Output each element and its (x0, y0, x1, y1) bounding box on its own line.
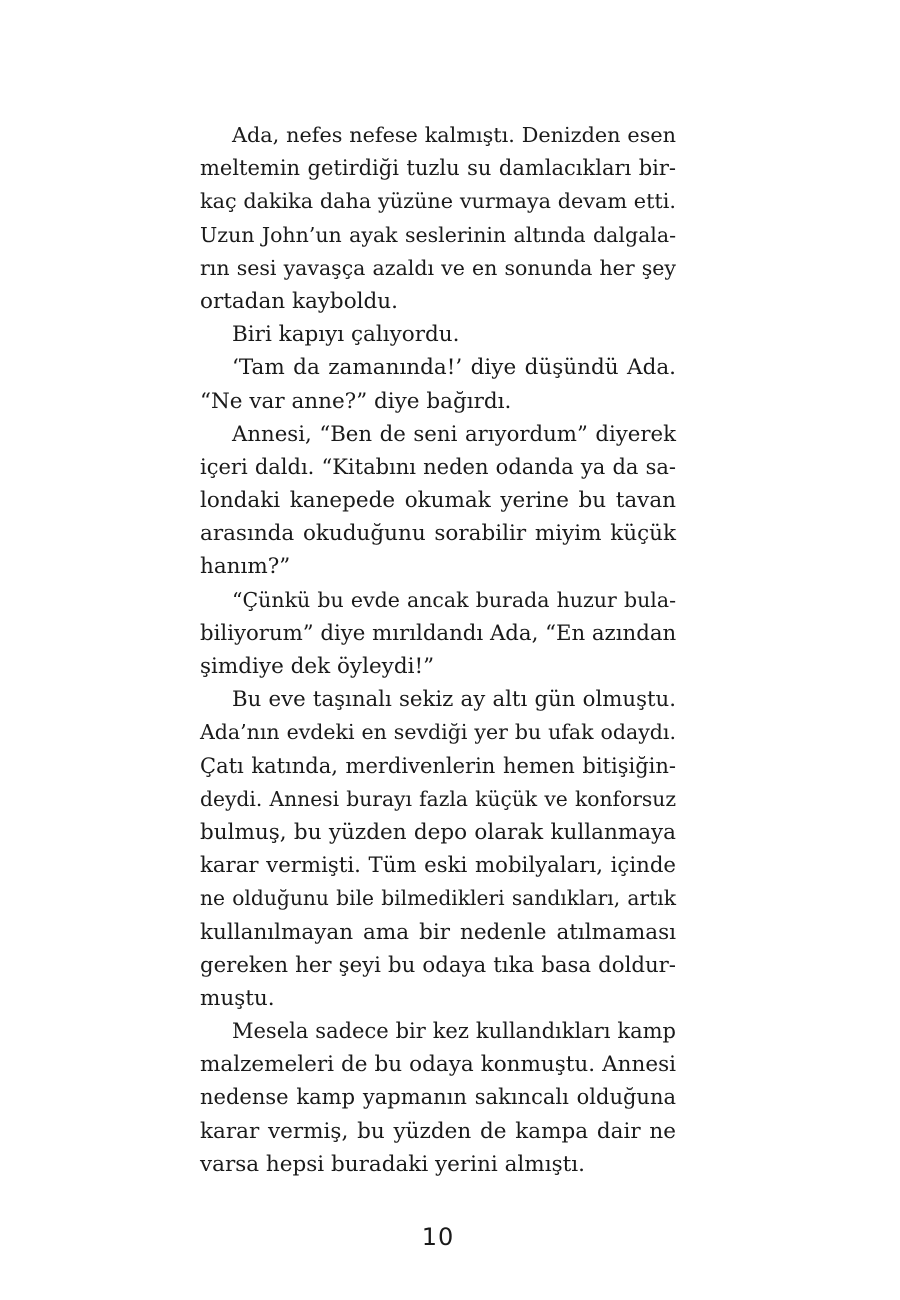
text-line: ‘Tam da zamanında!’ diye düşündü Ada. (232, 355, 676, 381)
paragraph (200, 683, 676, 1015)
text-line: Ada’nın evdeki en sevdiği yer bu ufak odaydı. (200, 720, 676, 745)
text-line: varsa hepsi buradaki yerini almıştı. (200, 1151, 585, 1177)
paragraph (200, 351, 676, 417)
text-line: Biri kapıyı çalıyordu. (232, 322, 460, 348)
text-line: hanım?” (200, 554, 291, 580)
text-line: arasında okuduğunu sorabilir miyim küçük (200, 521, 676, 547)
text-line: muştu. (200, 985, 275, 1011)
text-line: kullanılmayan ama bir nedenle atılmaması (200, 919, 676, 945)
page-number: 10 (421, 1223, 455, 1251)
text-line: şimdiye dek öyleydi!” (200, 654, 435, 679)
text-line: londaki kanepede okumak yerine bu tavan (200, 488, 676, 514)
text-line: biliyorum” diye mırıldandı Ada, “En azından (200, 620, 677, 646)
text-line: Ada, nefes nefese kalmıştı. Denizden esen (232, 123, 676, 147)
text-line: Uzun John’un ayak seslerinin altında dalgala- (200, 222, 676, 247)
text-line: karar vermişti. Tüm eski mobilyaları, içinde (200, 853, 676, 879)
text-line: Annesi, “Ben de seni arıyordum” diyerek (232, 421, 676, 447)
text-line: “Çünkü bu evde ancak burada huzur bula- (232, 587, 676, 612)
text-line: gereken her şeyi bu odaya tıka basa doldur- (200, 952, 676, 978)
text-line: karar vermiş, bu yüzden de kampa dair ne (200, 1118, 676, 1144)
text-line: Mesela sadece bir kez kullandıkları kamp (232, 1019, 676, 1044)
text-line: meltemin getirdiği tuzlu su damlacıkları bir- (200, 156, 676, 181)
text-line: bulmuş, bu yüzden depo olarak kullanmaya (200, 819, 676, 845)
text-line: malzemeleri de bu odaya konmuştu. Annesi (200, 1052, 676, 1078)
text-line: ortadan kayboldu. (200, 288, 398, 314)
paragraph (200, 584, 676, 684)
text-line: Bu eve taşınalı sekiz ay altı gün olmuştu. (232, 687, 676, 713)
paragraph (200, 1015, 676, 1181)
text-line: ne olduğunu bile bilmedikleri sandıkları, artık (200, 886, 676, 911)
paragraph (200, 418, 676, 584)
text-line: rın sesi yavaşça azaldı ve en sonunda her şey (200, 255, 676, 280)
paragraph (200, 318, 676, 351)
text-line: nedense kamp yapmanın sakıncalı olduğuna (200, 1085, 676, 1110)
text-line: deydi. Annesi burayı fazla küçük ve konforsuz (200, 786, 676, 811)
text-line: kaç dakika daha yüzüne vurmaya devam etti. (200, 189, 676, 214)
paragraph (200, 119, 676, 318)
text-line: Çatı katında, merdivenlerin hemen bitişiğin- (200, 753, 676, 778)
body-text (200, 119, 676, 1181)
text-line: içeri daldı. “Kitabını neden odanda ya da sa- (200, 454, 676, 479)
text-line: “Ne var anne?” diye bağırdı. (200, 388, 512, 414)
